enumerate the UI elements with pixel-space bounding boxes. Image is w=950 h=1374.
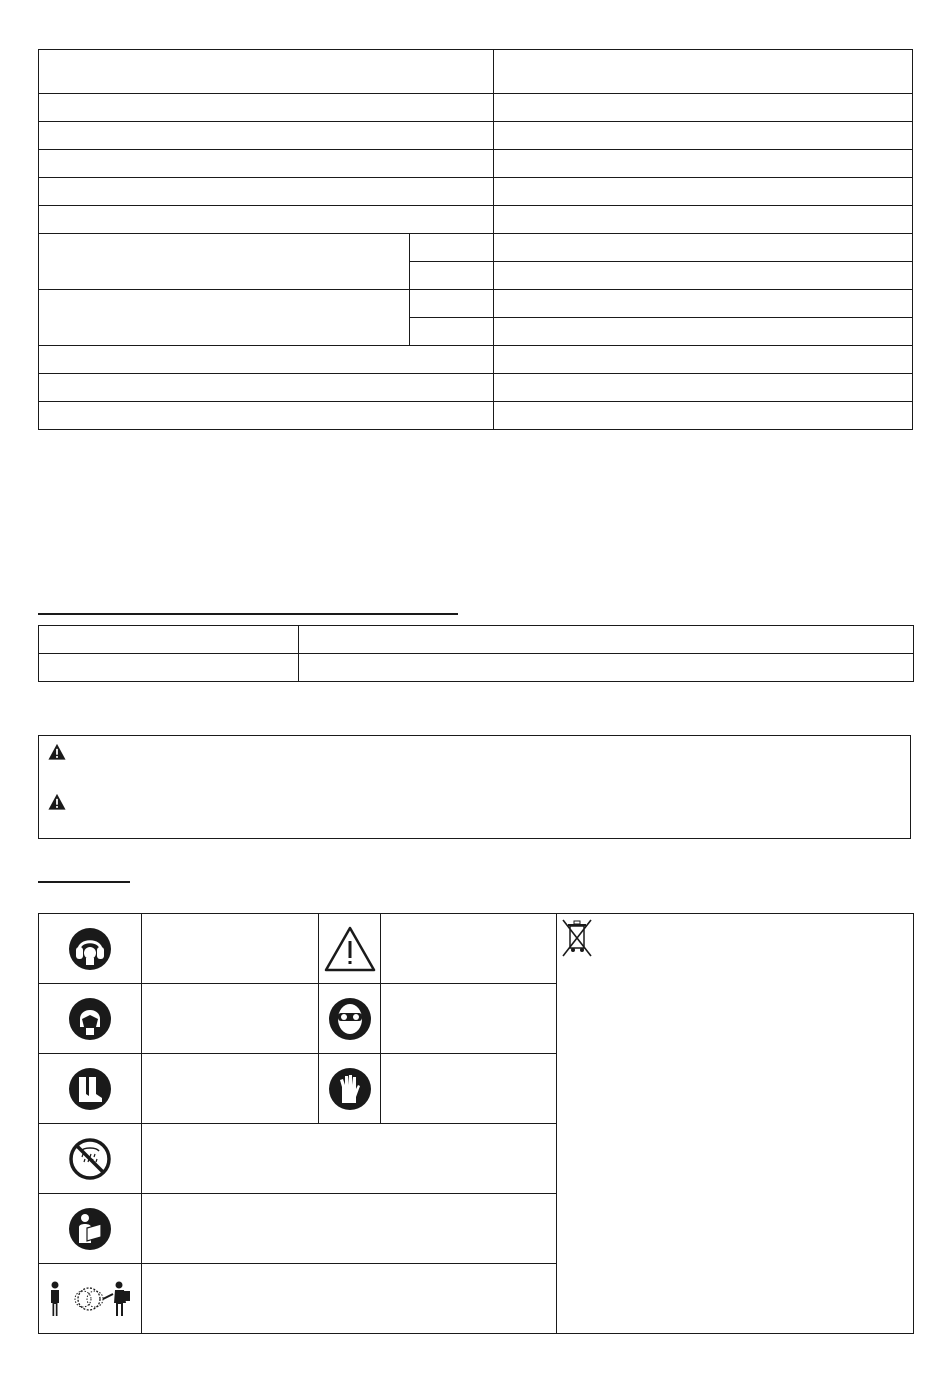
table-cell <box>494 402 913 430</box>
table-cell <box>142 914 319 984</box>
table-row <box>39 914 914 984</box>
table-row <box>39 206 913 234</box>
table-cell <box>39 654 299 682</box>
table-cell <box>494 290 913 318</box>
table-header-row <box>39 50 913 94</box>
table-cell <box>494 234 913 262</box>
table-cell <box>142 1124 557 1194</box>
respirator-mask-icon <box>68 997 112 1041</box>
table-cell <box>142 984 319 1054</box>
table-cell <box>39 626 299 654</box>
table-cell <box>142 1264 557 1334</box>
protective-gloves-icon <box>328 1067 372 1111</box>
ear-protection-icon <box>68 927 112 971</box>
symbols-table <box>38 913 914 1334</box>
table-cell <box>410 262 494 290</box>
table-cell <box>494 206 913 234</box>
table-row <box>39 178 913 206</box>
table-cell <box>142 1054 319 1124</box>
table-cell <box>494 150 913 178</box>
table-cell <box>494 318 913 346</box>
eye-protection-icon <box>328 997 372 1041</box>
table-cell <box>319 984 381 1054</box>
table-cell <box>39 1194 142 1264</box>
table-cell <box>381 914 557 984</box>
table-cell <box>299 626 914 654</box>
table-row <box>39 654 914 682</box>
table-cell <box>494 122 913 150</box>
specifications-table <box>38 49 913 430</box>
safety-boots-icon <box>68 1067 112 1111</box>
warning-triangle-icon <box>48 743 66 761</box>
table-row <box>39 402 913 430</box>
table-cell <box>494 50 913 94</box>
read-manual-icon <box>68 1207 112 1251</box>
table-cell <box>39 914 142 984</box>
table-cell <box>39 206 494 234</box>
table-cell <box>39 122 494 150</box>
table-row <box>39 346 913 374</box>
table-cell <box>39 1264 142 1334</box>
accessories-table <box>38 625 914 682</box>
table-cell <box>299 654 914 682</box>
table-cell <box>494 178 913 206</box>
table-cell <box>39 1124 142 1194</box>
table-cell <box>319 1054 381 1124</box>
section-heading-underline <box>38 881 130 883</box>
table-cell <box>39 402 494 430</box>
table-cell <box>142 1194 557 1264</box>
table-cell <box>494 346 913 374</box>
table-cell <box>39 374 494 402</box>
table-cell <box>410 290 494 318</box>
warning-triangle-icon <box>48 793 66 811</box>
table-cell <box>39 346 494 374</box>
table-row <box>39 374 913 402</box>
table-cell <box>39 150 494 178</box>
table-cell <box>39 50 494 94</box>
table-cell <box>381 1054 557 1124</box>
table-row <box>39 290 913 318</box>
table-cell <box>39 94 494 122</box>
table-cell <box>39 1054 142 1124</box>
warning-box <box>38 735 911 839</box>
weee-crossed-bin-icon <box>560 918 594 958</box>
table-cell <box>410 234 494 262</box>
table-cell <box>494 262 913 290</box>
table-cell <box>381 984 557 1054</box>
table-row <box>39 626 914 654</box>
keep-bystanders-away-icon <box>47 1279 133 1319</box>
table-cell <box>39 290 410 346</box>
table-cell <box>494 374 913 402</box>
table-cell <box>557 914 914 1334</box>
caution-triangle-icon <box>323 925 377 973</box>
table-cell <box>39 234 410 290</box>
table-row <box>39 150 913 178</box>
section-heading-underline <box>38 613 458 615</box>
no-rain-exposure-icon <box>68 1137 112 1181</box>
table-cell <box>319 914 381 984</box>
table-cell <box>410 318 494 346</box>
table-cell <box>494 94 913 122</box>
table-cell <box>39 984 142 1054</box>
table-row <box>39 94 913 122</box>
table-row <box>39 234 913 262</box>
table-row <box>39 122 913 150</box>
table-cell <box>39 178 494 206</box>
